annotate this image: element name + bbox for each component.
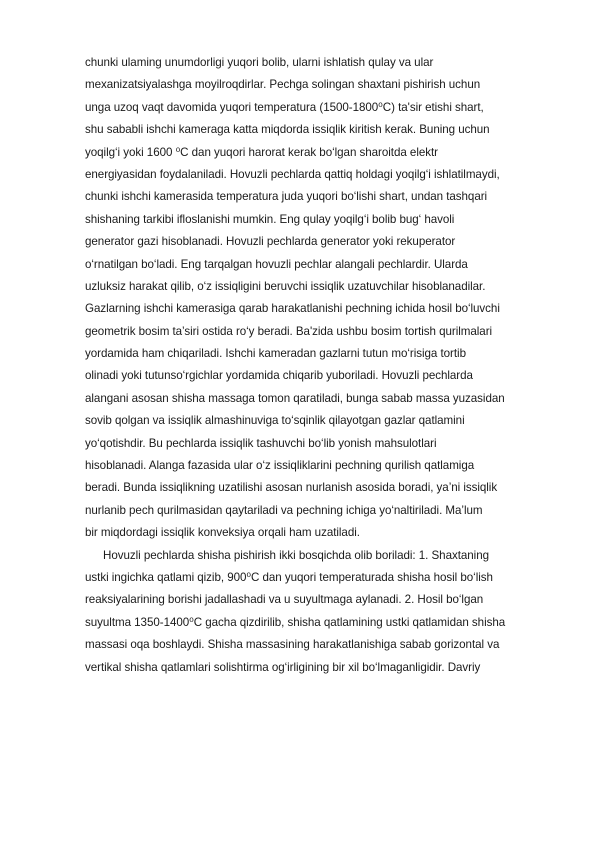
text-line: yo‘qotishdir. Bu pechlarda issiqlik tashuvchi bo‘lib yonish mahsulotlari [85,436,437,450]
text-line: vertikal shisha qatlamlari solishtirma og‘irligining bir xil bo‘lmaganligidir. Davriy [85,660,481,674]
text-line: mexanizatsiyalashga moyilroqdirlar. Pechga solingan shaxtani pishirish uchun [85,78,481,92]
text-line: reaksiyalarining borishi jadallashadi va u suyultmaga aylanadi. 2. Hosil bo‘lgan [85,593,484,607]
text-line: sovib qolgan va issiqlik almashinuviga to‘sqinlik qilayotgan gazlar qatlamini [85,414,465,428]
text-line: massasi oqa boshlaydi. Shisha massasining harakatlanishiga sabab gorizontal va [85,638,500,652]
text-line: bir miqdordagi issiqlik konveksiya orqali ham uzatiladi. [85,526,360,540]
text-line: ustki ingichka qatlami qizib, 900⁰C dan yuqori temperaturada shisha hosil bo‘lish [85,570,493,584]
text-line: o‘rnatilgan bo‘ladi. Eng tarqalgan hovuzli pechlar alangali pechlardir. Ularda [85,257,468,271]
text-line: generator gazi hisoblanadi. Hovuzli pechlarda generator yoki rekuperator [85,235,456,249]
text-line: chunki ishchi kamerasida temperatura juda yuqori bo‘lishi shart, undan tashqari [85,190,488,204]
text-line: Gazlarning ishchi kamerasiga qarab harakatlanishi pechning ichida hosil bo‘luvchi [85,302,500,316]
text-line: unga uzoq vaqt davomida yuqori temperatura (1500-1800⁰C) ta'sir etishi shart, [85,100,484,114]
text-line: alangani asosan shisha massaga tomon qaratiladi, bunga sabab massa yuzasidan [85,391,505,405]
text-line: olinadi yoki tutunso‘rgichlar yordamida chiqarib yuboriladi. Hovuzli pechlarda [85,369,473,383]
text-line: shishaning tarkibi ifloslanishi mumkin. Eng qulay yoqilg‘i bolib bug‘ havoli [85,212,455,226]
text-line: hisoblanadi. Alanga fazasida ular o‘z issiqliklarini pechning qurilish qatlamiga [85,459,475,473]
text-line: uzluksiz harakat qilib, o‘z issiqligini beruvchi issiqlik uzatuvchilar hisoblanadilar. [85,279,486,293]
text-line: suyultma 1350-1400⁰C gacha qizdirilib, shisha qatlamining ustki qatlamidan shisha [85,615,506,629]
text-line: yoqilg‘i yoki 1600 ⁰C dan yuqori harorat kerak bo‘lgan sharoitda elektr [85,145,438,159]
text-line: energiyasidan foydalaniladi. Hovuzli pechlarda qattiq holdagi yoqilg‘i ishlatilmaydi, [85,167,500,181]
text-line: yordamida ham chiqariladi. Ishchi kameradan gazlarni tutun mo‘risiga tortib [85,347,466,361]
text-line: nurlanib pech qurilmasidan qaytariladi va pechning ichiga yo‘naltiriladi. Ma’lum [85,503,483,517]
text-line: geometrik bosim ta’siri ostida ro‘y beradi. Ba'zida ushbu bosim tortish qurilmalari [85,324,493,338]
body-text [85,52,557,679]
text-line: shu sababli ishchi kameraga katta miqdorda issiqlik kiritish kerak. Buning uchun [85,123,490,137]
paragraph-start-line: Hovuzli pechlarda shisha pishirish ikki bosqichda olib boriladi: 1. Shaxtaning [103,548,489,562]
text-line: beradi. Bunda issiqlikning uzatilishi asosan nurlanish asosida boradi, ya’ni issiqlik [85,481,498,495]
text-line: chunki ulaming unumdorligi yuqori bolib, ularni ishlatish qulay va ular [85,56,434,69]
